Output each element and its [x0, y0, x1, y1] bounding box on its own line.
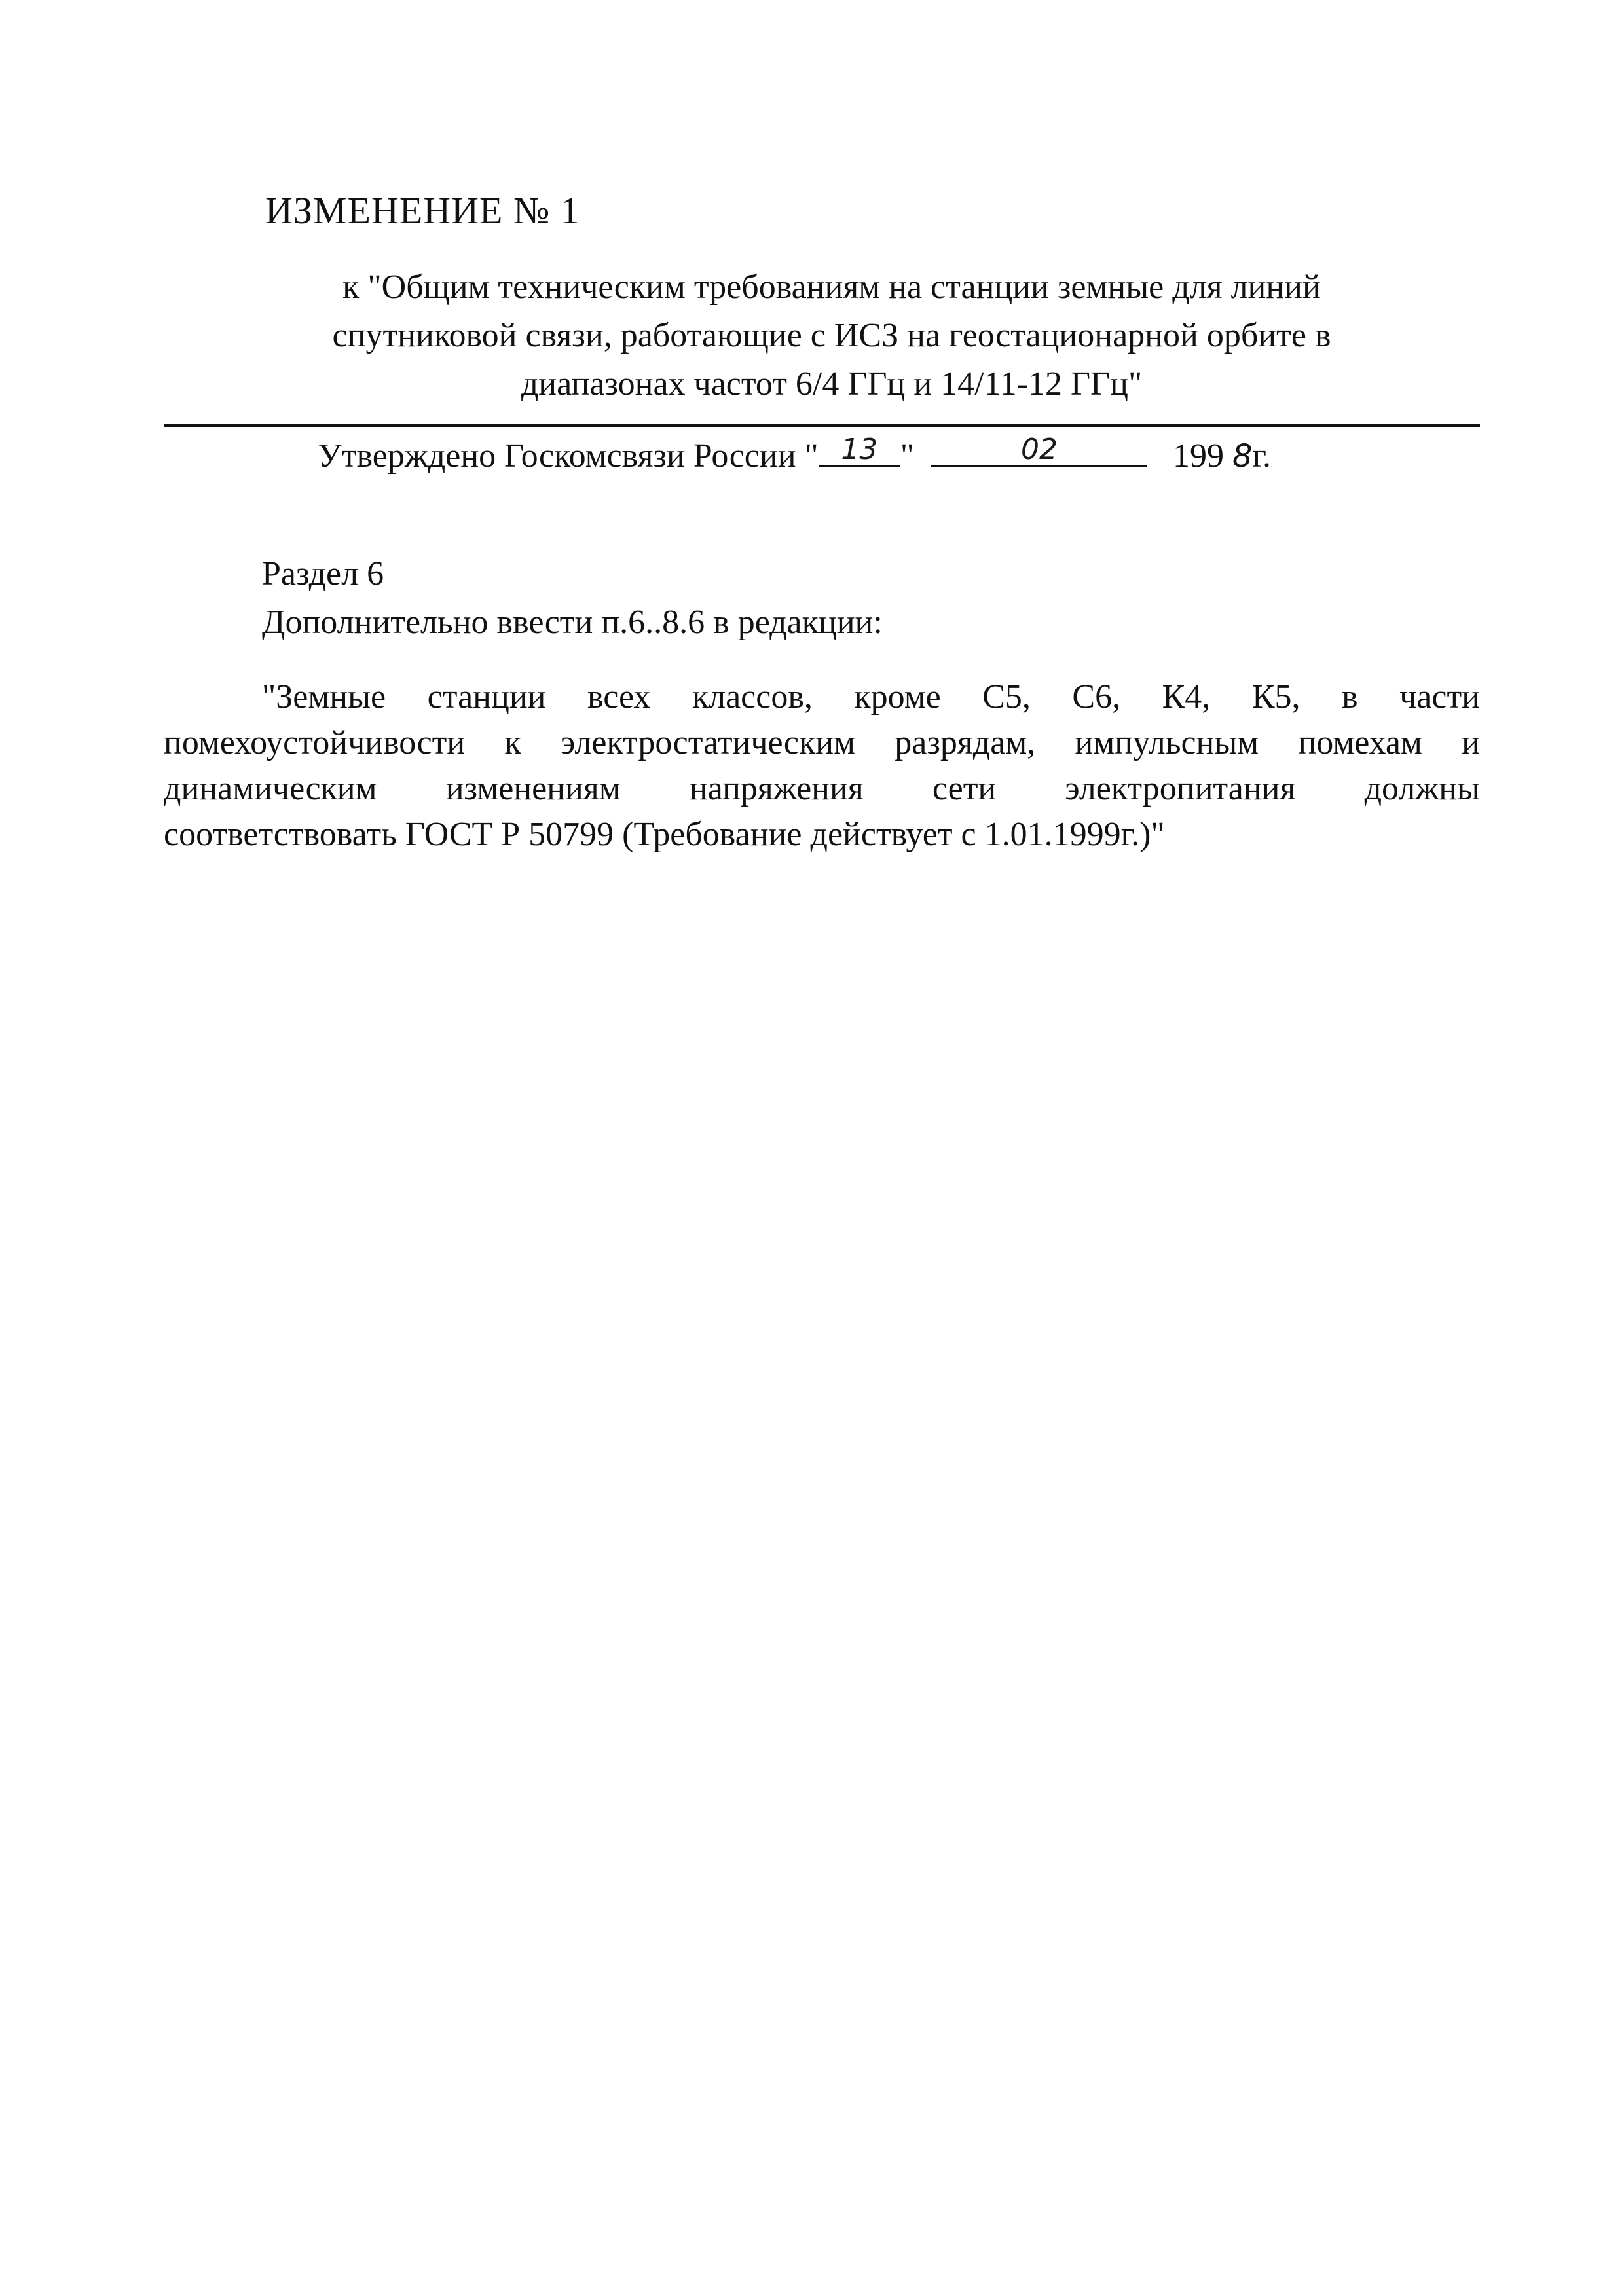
amendment-text	[164, 674, 1480, 858]
approval-day: 13	[841, 433, 878, 466]
approval-line	[318, 432, 1271, 479]
amendment-line: "Земные станции всех классов, кроме С5, С6, К4, К5, в части	[262, 678, 1480, 716]
amendment-line: соответствовать ГОСТ Р 50799 (Требование действует с 1.01.1999г.)"	[164, 816, 1165, 853]
subtitle-line: спутниковой связи, работающие с ИСЗ на геостационарной орбите в	[332, 317, 1331, 354]
approval-close-quote: "	[900, 437, 915, 475]
approval-day-blank	[819, 432, 900, 467]
document-title: ИЗМЕНЕНИЕ № 1	[265, 189, 580, 232]
subtitle-line: к "Общим техническим требованиям на станции земные для линий	[342, 268, 1321, 306]
amendment-line: динамическим изменениям напряжения сети электропитания должны	[164, 770, 1480, 807]
amendment-line: помехоустойчивости к электростатическим разрядам, импульсным помехам и	[164, 724, 1480, 761]
approval-open-quote: "	[804, 437, 819, 475]
approval-year-digit: 8	[1232, 438, 1253, 475]
approval-month-blank	[931, 432, 1147, 467]
subtitle-line: диапазонах частот 6/4 ГГц и 14/11-12 ГГц"	[521, 365, 1143, 403]
approval-prefix: Утверждено Госкомсвязи России	[318, 437, 796, 475]
approval-month: 02	[1021, 433, 1058, 466]
section-heading: Раздел 6	[262, 555, 384, 592]
approval-year-suffix: г.	[1252, 437, 1272, 475]
approval-year-prefix: 199	[1173, 437, 1225, 475]
section-intro: Дополнительно ввести п.6..8.6 в редакции:	[262, 604, 883, 641]
document-subtitle	[249, 263, 1414, 409]
section-block	[262, 550, 883, 647]
